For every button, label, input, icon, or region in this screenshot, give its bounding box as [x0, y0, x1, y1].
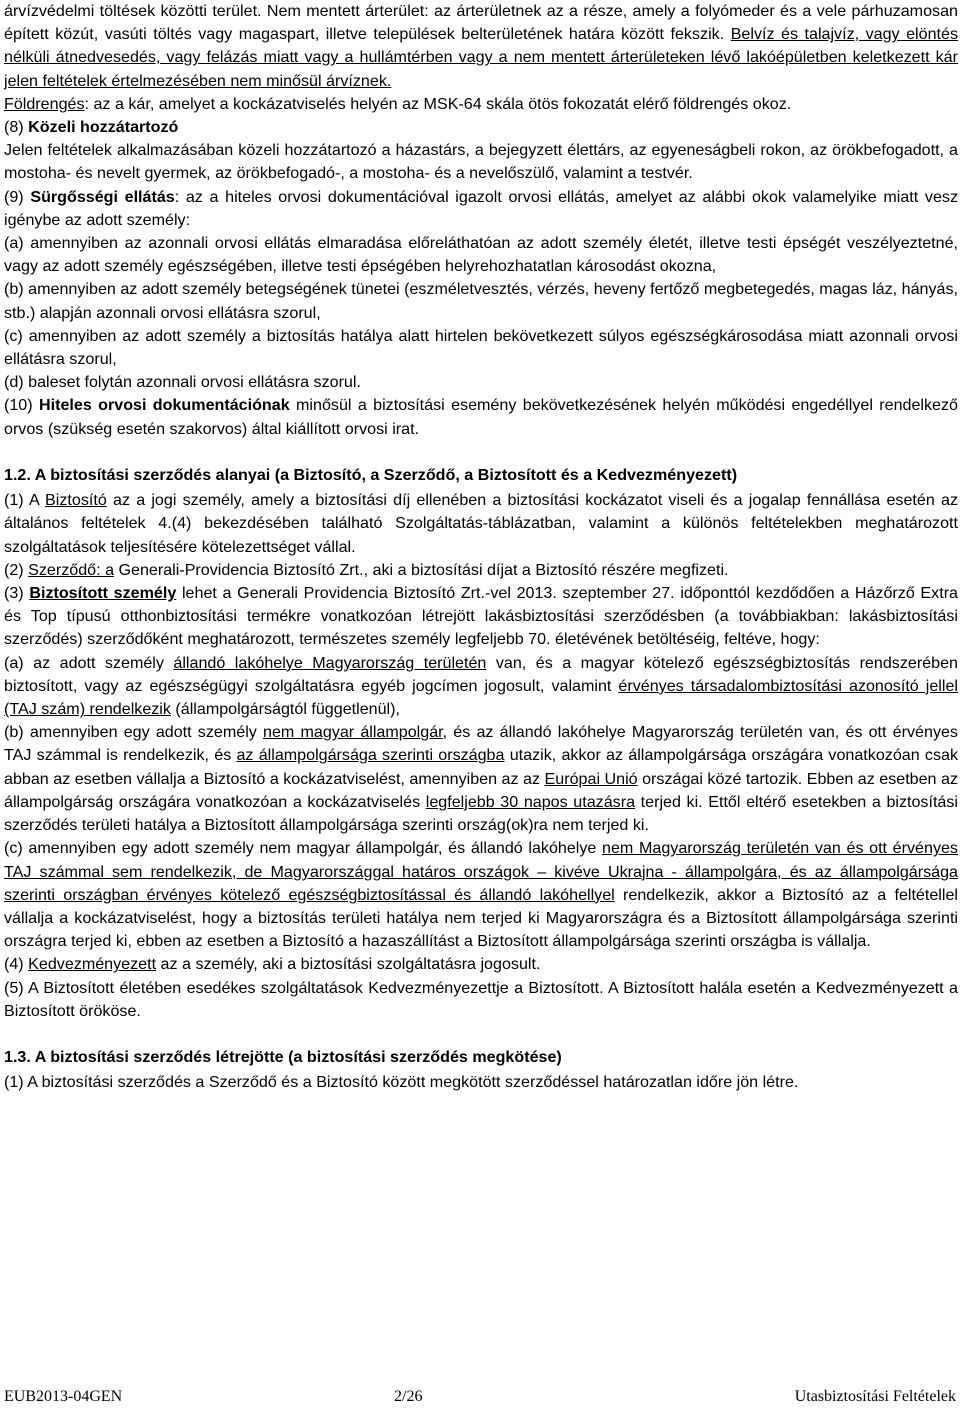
section-1-2-para-3: [4, 582, 958, 652]
spacer: [4, 1023, 958, 1046]
item-c-text-1: (c) amennyiben egy adott személy nem magyar állampolgár, és állandó lakóhelye: [4, 839, 603, 858]
section-8-title: Közeli hozzátartozó: [28, 118, 179, 137]
section-10: [4, 394, 958, 440]
term-kedvezmenyezett: Kedvezményezett: [28, 955, 157, 974]
section-8-heading: [4, 116, 958, 139]
para-1-prefix: (1) A: [4, 491, 46, 510]
para-1-text: az a jogi személy, amely a biztosítási díj ellenében a biztosítási kockázatot viseli és a jogalap fennállása esetén az általános feltételek 4.(4) bekezdésében található Szolgáltatás-táblázatban, valamint a különös feltételekben meghatározott szolgáltatások teljesítésére kötelezettséget vállal.: [4, 491, 958, 556]
term-biztosito: Biztosító: [45, 491, 107, 510]
item-b-text-5: terjed ki. Ettől eltérő esetekben a biztosítási szerződés területi hatálya a Biztosított állampolgársága szerinti ország(ok)ra nem terjed ki.: [4, 792, 958, 835]
section-1-2-para-2: [4, 559, 958, 582]
earthquake-text: : az a kár, amelyet a kockázatviselés helyén az MSK-64 skála ötös fokozatát elérő földrengés okoz.: [84, 94, 792, 113]
heading-1-3: 1.3. A biztosítási szerződés létrejötte (a biztosítási szerződés megkötése): [4, 1048, 562, 1067]
footer-page-number: 2/26: [394, 1388, 423, 1405]
section-9-number: (9): [4, 187, 31, 206]
para-4-prefix: (4): [4, 955, 29, 974]
flood-text-start: árvízvédelmi töltések közötti terület.: [4, 2, 262, 20]
item-a-underlined-2: érvényes társadalombiztosítási azonosító jellel (TAJ szám) rendelkezik: [4, 676, 958, 719]
section-9-item-b: (b) amennyiben az adott személy betegségének tünetei (eszméletvesztés, vérzés, heveny fertőző megbetegedés, magas láz, hányás, stb.) alapján azonnali orvosi ellátásra szorul,: [4, 280, 958, 322]
term-biztositott-szemely: Biztosított személy: [29, 584, 177, 603]
para-3-text: lehet a Generali Providencia Biztosító Zrt.-vel 2013. szeptember 27. időponttól kezdődően a Házőrző Extra és Top típusú otthonbiztosítási termékre vonatkozóan létrejött lakásbiztosítási szerződésben (a továbbiakban: lakásbiztosítási szerződés) szerződőként meghatározott, természetes személy legfeljebb 70. életévének betöltéséig, feltéve, hogy:: [4, 584, 958, 649]
section-1-2-para-4: [4, 953, 958, 976]
section-10-number: (10): [4, 396, 39, 415]
footer-document-title: Utasbiztosítási Feltételek: [794, 1388, 956, 1405]
heading-1-2: 1.2. A biztosítási szerződés alanyai (a Biztosító, a Szerződő, a Biztosított és a Kedvezményezett): [4, 466, 738, 485]
item-a-underlined-1: állandó lakóhelye Magyarország területén: [173, 653, 487, 672]
section-9-item-d: (d) baleset folytán azonnali orvosi ellátásra szorul.: [4, 373, 361, 392]
section-8-text: Jelen feltételek alkalmazásában közeli hozzátartozó a házastárs, a bejegyzett élettárs, az egyeneságbeli rokon, az örökbefogadott, a mostoha- és nevelt gyermek, az örökbefogadó-, a mostoha- és a nevelőszülő, valamint a testvér.: [4, 141, 958, 183]
section-1-2-item-b: [4, 721, 958, 837]
section-1-2-item-c: [4, 837, 958, 953]
item-c-text-2: rendelkezik, akkor a Biztosító az a feltétellel vállalja a kockázatviselést, hogy a biztosítás területi hatálya nem terjed ki Magyarországra és a Biztosított állampolgársága szerinti országra terjed ki, ebben az esetben a Biztosító a hazaszállítást a Biztosított állampolgársága szerinti országba is vállalja.: [4, 885, 958, 951]
para-2-text: Generali-Providencia Biztosító Zrt., aki a biztosítási díjat a Biztosító részére megfizeti.: [114, 560, 729, 579]
item-b-text-2: , és az állandó lakóhelye Magyarország területén van, és ott érvényes TAJ számmal is rendelkezik, és: [4, 723, 958, 765]
section-1-2-para-5: (5) A Biztosított életében esedékes szolgáltatások Kedvezményezettje a Biztosított. A Biztosított halála esetén a Kedvezményezett a Biztosított örököse.: [4, 978, 958, 1020]
paragraph-earthquake: [4, 93, 958, 116]
item-b-text-3: utazik, akkor az állampolgársága országára vonatkozóan csak abban az esetben vállalja a Biztosító a kockázatviselést, amennyiben az az: [4, 746, 958, 788]
footer-document-code: EUB2013-04GEN: [4, 1388, 123, 1405]
section-10-title: Hiteles orvosi dokumentációnak: [39, 396, 290, 415]
section-1-2-item-a: [4, 652, 958, 722]
para-2-prefix: (2): [4, 560, 29, 579]
section-9-item-a: (a) amennyiben az azonnali orvosi ellátás elmaradása előreláthatóan az adott személy életét, illetve testi épségét veszélyeztetné, vagy az adott személy egészségében, illetve testi épségében helyrehozhatatlan károsodást okozna,: [4, 234, 958, 276]
item-b-underlined-1: nem magyar állampolgár: [263, 723, 443, 742]
item-b-text-4: országai közé tartozik. Ebben az esetben az állampolgárság országára vonatkozóan a kockázatviselés: [4, 769, 958, 811]
section-9-title: Sürgősségi ellátás: [30, 187, 175, 206]
item-b-text-1: (b) amennyiben egy adott személy: [4, 723, 263, 742]
flood-text-rest: Nem mentett árterület: az árterületnek az a része, amely a folyómeder és a vele párhuzamosan épített közút, vasúti töltés vagy magaspart, illetve települések belterületének határa között fekszik.: [4, 2, 958, 44]
item-b-underlined-3: Európai Unió: [544, 769, 638, 788]
item-a-text-1: (a) az adott személy: [4, 653, 174, 672]
document-page: [4, 0, 958, 1409]
item-b-underlined-2: az állampolgársága szerinti országba: [236, 746, 505, 765]
section-9-item-c: (c) amennyiben az adott személy a biztosítás hatálya alatt hirtelen bekövetkezett súlyos egészségkárosodása miatt azonnali orvosi ellátásra szorul,: [4, 326, 958, 369]
term-szerzodo: Szerződő: a: [28, 560, 115, 579]
item-a-text-2: van, és a magyar kötelező egészségbiztosítás rendszerében biztosított, vagy az egészségügyi szolgáltatásra egyéb jogcímen jogosult, valamint: [4, 653, 958, 695]
spacer: [4, 441, 958, 464]
section-9-intro: [4, 186, 958, 232]
para-3-prefix: (3): [4, 584, 30, 603]
earthquake-term: Földrengés: [4, 94, 85, 113]
section-1-2-para-1: [4, 489, 958, 559]
para-4-text: az a személy, aki a biztosítási szolgáltatásra jogosult.: [156, 955, 541, 974]
section-10-text: minősül a biztosítási esemény bekövetkezésének helyén működési engedéllyel rendelkező orvos (szükség esetén szakorvos) által kiállított orvosi irat.: [4, 396, 958, 438]
section-9-intro-text: : az a hiteles orvosi dokumentációval igazolt orvosi ellátás, amelyet az alábbi okok valamelyike miatt vesz igénybe az adott személy:: [4, 187, 958, 229]
item-b-underlined-4: legfeljebb 30 napos utazásra: [425, 792, 636, 811]
section-1-3-para-1: (1) A biztosítási szerződés a Szerződő és a Biztosító között megkötött szerződéssel határozatlan időre jön létre.: [4, 1073, 799, 1092]
item-c-underlined-1: nem Magyarország területén van és ott érvényes TAJ számmal sem rendelkezik, de Magyarországgal határos országok – kivéve Ukrajna - állampolgára, és az állampolgársága szerinti országban érvényes kötelező egészségbiztosítással és állandó lakóhellyel: [4, 839, 958, 904]
item-a-text-3: (állampolgárságtól függetlenül),: [170, 700, 400, 719]
section-8-number: (8): [4, 118, 29, 137]
flood-exclusion-text: Belvíz és talajvíz, vagy elöntés nélküli átnedvesedés, vagy felázás miatt vagy a hullámtérben vagy a nem mentett árterületeken lévő lakóépületben keletkezett kár jelen feltételek értelmezésében nem minősül árvíznek.: [4, 25, 958, 90]
paragraph-flood-definition: [4, 0, 958, 93]
